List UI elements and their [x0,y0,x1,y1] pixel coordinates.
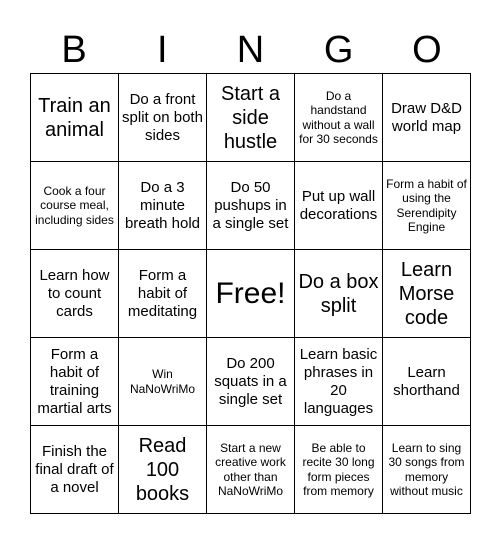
cell-text: Form a habit of training martial arts [37,345,112,417]
cell-text: Learn how to count cards [39,266,110,320]
bingo-cell[interactable] [119,250,207,338]
cell-text: Learn Morse code [398,258,455,329]
cell-text: Do a 3 minute breath hold [124,178,201,232]
bingo-cell[interactable] [207,426,295,514]
bingo-cell[interactable] [383,250,471,338]
header-letter-b: B [61,29,87,71]
header-letter-i: I [157,29,168,71]
bingo-cell[interactable] [383,338,471,426]
cell-text: Cook a four course meal, including sides [35,183,114,227]
bingo-cell[interactable] [295,162,383,250]
bingo-cell[interactable] [383,162,471,250]
cell-text: Put up wall decorations [299,187,378,223]
cell-text: Do a box split [298,270,379,317]
cell-text: Win NaNoWriMo [129,367,196,396]
bingo-cell[interactable] [295,338,383,426]
cell-text: Start a new creative work other than NaNoWriMo [215,440,286,498]
bingo-cell[interactable] [119,74,207,162]
bingo-cell[interactable] [119,338,207,426]
header-letter-o: O [412,29,442,71]
bingo-cell[interactable] [207,338,295,426]
bingo-cell[interactable] [207,74,295,162]
cell-text: Read 100 books [135,434,190,505]
cell-text: Learn to sing 30 songs from memory without music [388,440,465,498]
bingo-cell[interactable] [31,250,119,338]
bingo-cell[interactable] [31,426,119,514]
bingo-cell[interactable] [295,250,383,338]
cell-text: Form a habit of meditating [127,266,198,320]
free-space-text: Free! [215,276,286,310]
bingo-cell[interactable] [295,74,383,162]
cell-text: Draw D&D world map [391,99,462,135]
cell-text: Start a side hustle [221,82,280,153]
bingo-cell[interactable] [119,162,207,250]
bingo-grid [30,73,471,514]
cell-text: Learn shorthand [393,363,460,399]
cell-text: Do a front split on both sides [122,90,203,144]
bingo-cell[interactable] [119,426,207,514]
bingo-cell[interactable] [295,426,383,514]
header-letter-n: N [236,29,265,71]
bingo-header [30,28,471,72]
cell-text: Learn basic phrases in 20 languages [299,345,378,417]
header-letter-g: G [323,29,354,71]
cell-text: Do 200 squats in a single set [214,354,287,408]
cell-text: Do a handstand without a wall for 30 seconds [299,88,378,146]
bingo-cell-free[interactable] [207,250,295,338]
bingo-cell[interactable] [383,426,471,514]
bingo-cell[interactable] [383,74,471,162]
cell-text: Train an animal [38,94,111,141]
bingo-cell[interactable] [31,162,119,250]
cell-text: Do 50 pushups in a single set [212,178,289,232]
cell-text: Finish the final draft of a novel [35,442,114,496]
bingo-cell[interactable] [31,74,119,162]
bingo-cell[interactable] [207,162,295,250]
bingo-cell[interactable] [31,338,119,426]
cell-text: Be able to recite 30 long form pieces from memory [302,440,375,498]
cell-text: Form a habit of using the Serendipity Engine [386,176,467,234]
